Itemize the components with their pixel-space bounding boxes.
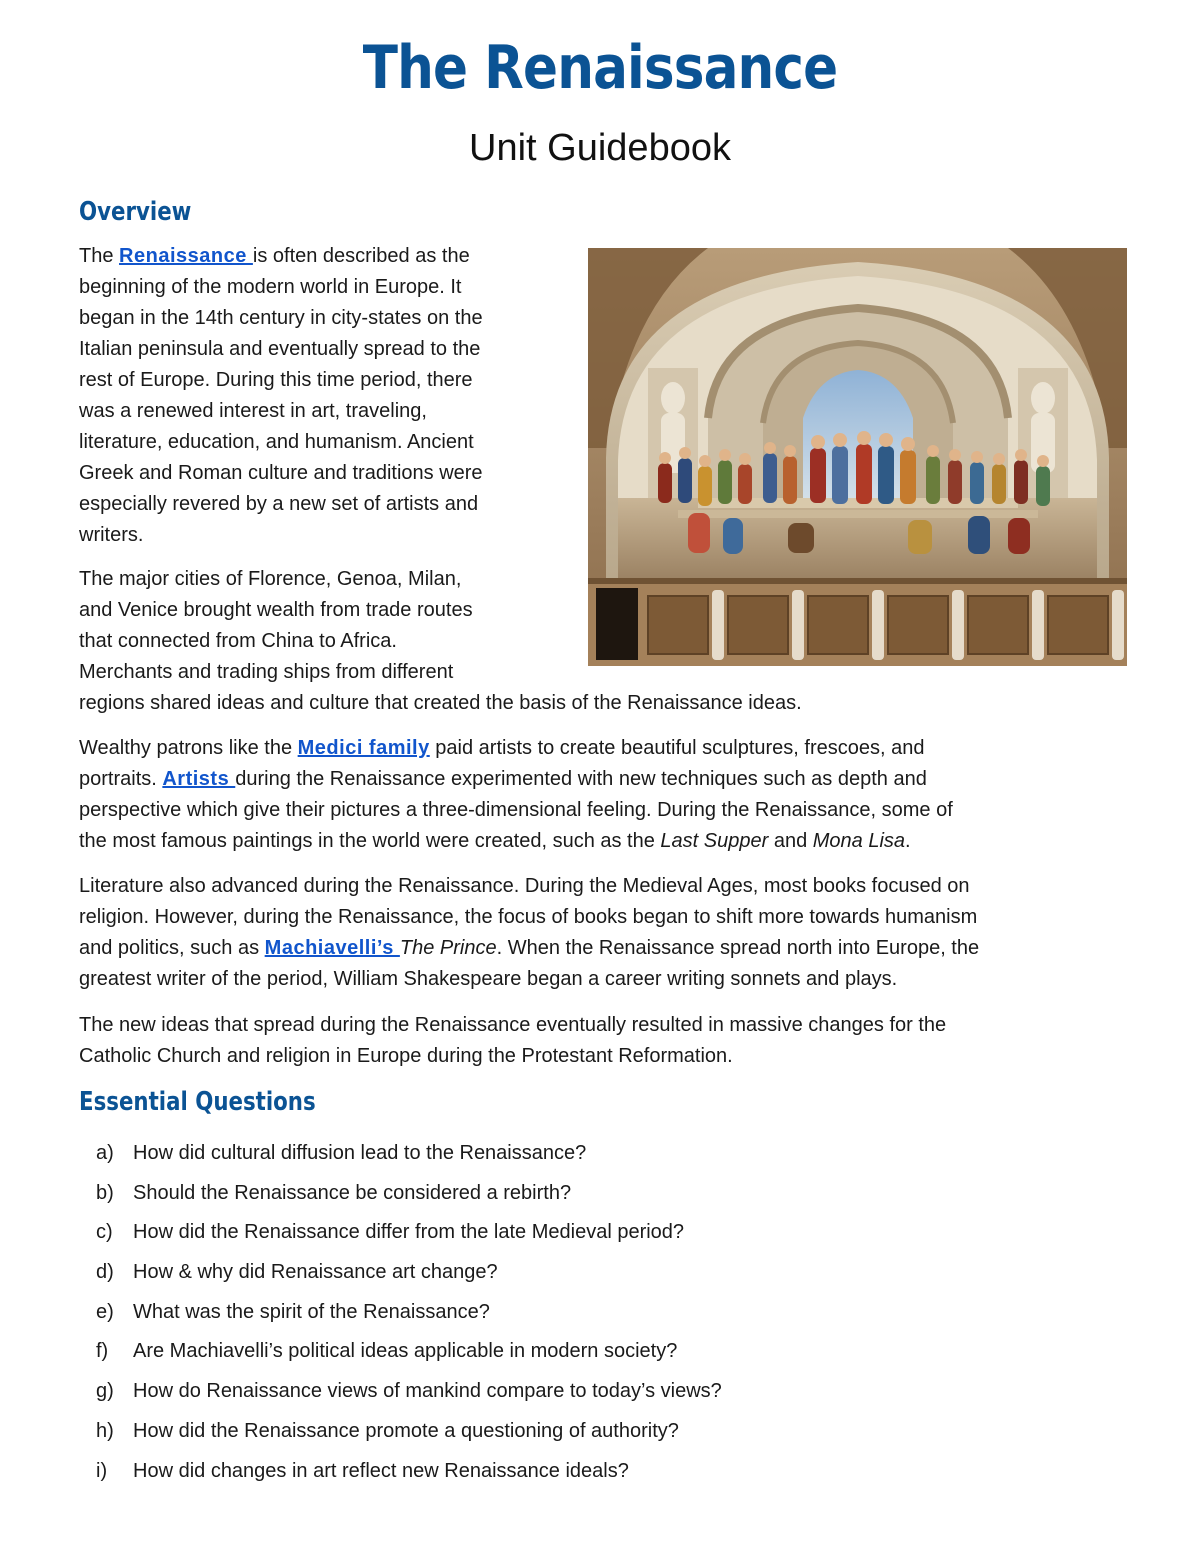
overview-paragraph-3: Wealthy patrons like the Medici family paid artists to create beautiful sculptures, frescoes, and portraits. Artists during the Renaissance experimented with new techniques such as depth and perspective which give their pictures a three-dimensional feeling. During the Renaissance, some of the most famous paintings in the world were created, such as the Last Supper and Mona Lisa. [79, 737, 953, 852]
question-item [96, 1178, 722, 1218]
medici-family-link[interactable]: Medici family [297, 737, 430, 759]
question-item [96, 1297, 722, 1337]
question-text: Should the Renaissance be considered a rebirth? [133, 1181, 572, 1204]
question-text: How & why did Renaissance art change? [133, 1261, 498, 1284]
question-letter: g) [96, 1380, 114, 1403]
document-subtitle: Unit Guidebook [469, 127, 731, 169]
question-letter: i) [96, 1459, 108, 1482]
school-of-athens-painting [588, 248, 1127, 666]
question-item [96, 1138, 722, 1178]
question-item [96, 1336, 722, 1376]
question-letter: e) [96, 1300, 114, 1323]
question-letter: h) [96, 1419, 114, 1442]
question-letter: f) [96, 1340, 109, 1363]
question-letter: c) [96, 1221, 113, 1244]
question-text: How do Renaissance views of mankind compare to today’s views? [133, 1380, 722, 1403]
question-text: Are Machiavelli’s political ideas applicable in modern society? [133, 1340, 678, 1363]
question-text: How did the Renaissance differ from the late Medieval period? [133, 1221, 685, 1244]
question-item [96, 1257, 722, 1297]
overview-heading: Overview [79, 197, 192, 227]
question-text: What was the spirit of the Renaissance? [133, 1300, 490, 1323]
overview-paragraph-2: The major cities of Florence, Genoa, Milan, and Venice brought wealth from trade routes that connected from China to Africa. Merchants and trading ships from different regions shared ideas and culture that created the basis of the Renaissance ideas. [79, 568, 802, 714]
question-text: How did changes in art reflect new Renaissance ideals? [133, 1459, 629, 1482]
question-text: How did the Renaissance promote a questioning of authority? [133, 1419, 679, 1442]
machiavelli-link[interactable]: Machiavelli’s [264, 937, 400, 959]
essential-questions-heading: Essential Questions [79, 1087, 316, 1117]
question-item [96, 1456, 722, 1496]
essential-questions-list [96, 1138, 722, 1495]
artists-link[interactable]: Artists [162, 768, 236, 790]
overview-paragraph-5: The new ideas that spread during the Renaissance eventually resulted in massive changes for the Catholic Church and religion in Europe during the Protestant Reformation. [79, 1014, 947, 1067]
question-item [96, 1217, 722, 1257]
question-text: How did cultural diffusion lead to the Renaissance? [133, 1142, 587, 1164]
question-item [96, 1416, 722, 1456]
overview-paragraph-4: Literature also advanced during the Renaissance. During the Medieval Ages, most books focused on religion. However, during the Renaissance, the focus of books began to shift more towards humanism and politics, such as Machiavelli’s The Prince. When the Renaissance spread north into Europe, the greatest writer of the period, William Shakespeare began a career writing sonnets and plays. [79, 875, 980, 990]
question-letter: b) [96, 1181, 114, 1204]
question-item [96, 1376, 722, 1416]
renaissance-link[interactable]: Renaissance [119, 245, 253, 267]
question-letter: a) [96, 1142, 114, 1164]
question-letter: d) [96, 1261, 114, 1284]
document-title: The Renaissance [362, 33, 838, 103]
overview-paragraph-1: The Renaissance is often described as the beginning of the modern world in Europe. It began in the 14th century in city-states on the Italian peninsula and eventually spread to the rest of Europe. During this time period, there was a renewed interest in art, traveling, literature, education, and humanism. Ancient Greek and Roman culture and traditions were especially revered by a new set of artists and writers. [79, 245, 483, 546]
